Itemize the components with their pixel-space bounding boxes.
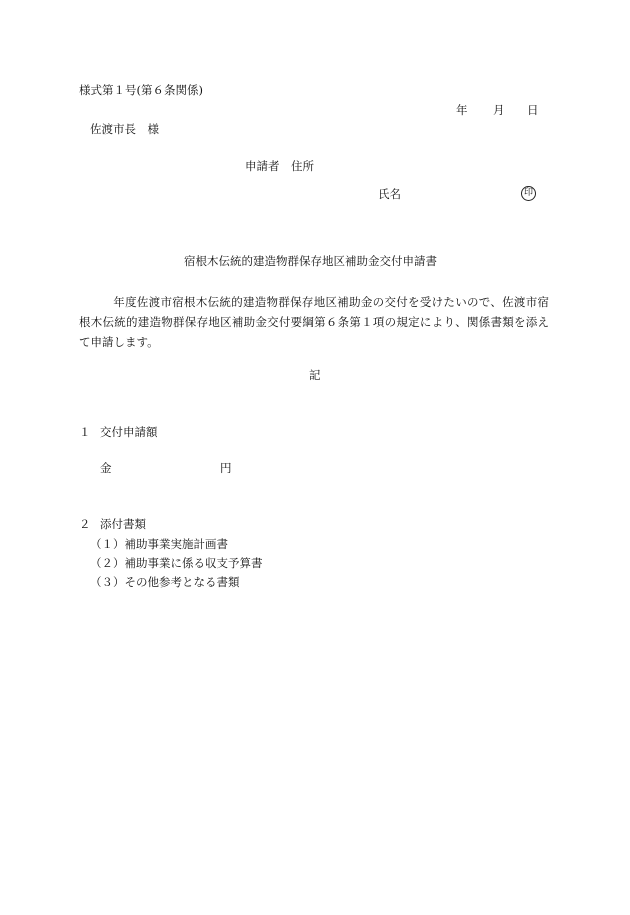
applicant-label: 申請者 bbox=[245, 159, 280, 173]
seal-label: 印 bbox=[523, 188, 533, 198]
date-year-label: 年 bbox=[456, 103, 468, 117]
section2-number: ２ bbox=[79, 517, 91, 531]
seal-mark bbox=[521, 186, 536, 201]
body-text: 年度佐渡市宿根木伝統的建造物群保存地区補助金の交付を受けたいので、佐渡市宿根木伝統的建造物群保存地区補助金交付要綱第６条第１項の規定により、関係書類を添えて申請します。 bbox=[79, 295, 549, 349]
attachment-item-2: （２）補助事業に係る収支予算書 bbox=[90, 556, 263, 570]
attachment-item-1: （１）補助事業実施計画書 bbox=[90, 537, 228, 551]
attachment-item-3: （３）その他参考となる書類 bbox=[90, 575, 240, 589]
address-label: 住所 bbox=[291, 159, 314, 173]
document-title: 宿根木伝統的建造物群保存地区補助金交付申請書 bbox=[184, 254, 437, 268]
amount-suffix: 円 bbox=[220, 461, 232, 475]
section1-number: １ bbox=[79, 425, 91, 439]
section1-label: 交付申請額 bbox=[100, 425, 158, 439]
date-month-label: 月 bbox=[493, 103, 505, 117]
section2-label: 添付書類 bbox=[100, 517, 146, 531]
body-paragraph bbox=[79, 292, 549, 352]
amount-prefix: 金 bbox=[100, 461, 112, 475]
addressee: 佐渡市長 様 bbox=[90, 122, 159, 136]
name-label: 氏名 bbox=[378, 187, 401, 201]
form-number: 様式第１号(第６条関係) bbox=[79, 83, 203, 97]
date-day-label: 日 bbox=[527, 103, 539, 117]
ki-heading: 記 bbox=[309, 368, 321, 382]
